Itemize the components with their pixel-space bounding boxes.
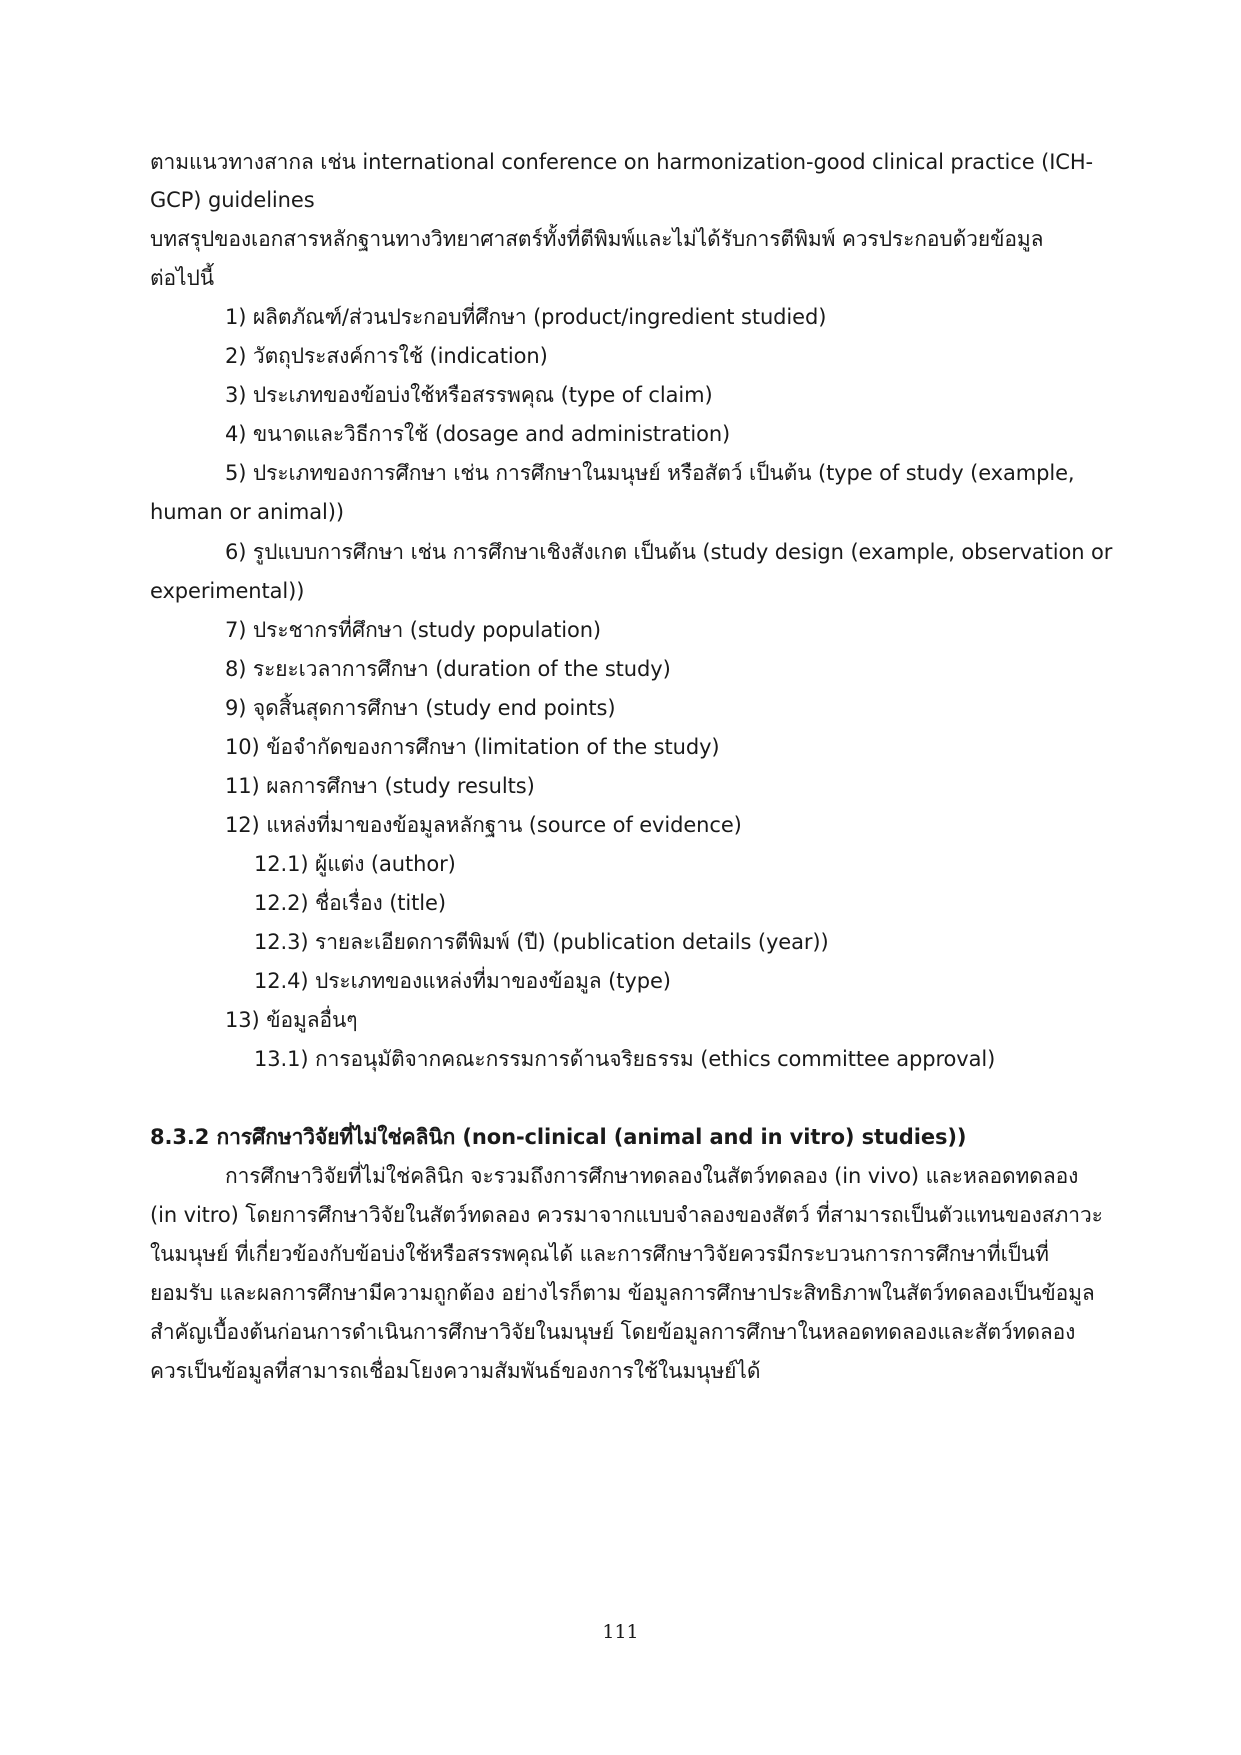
list-item-12-1: 12.1) ผู้แต่ง (author) bbox=[254, 852, 456, 876]
intro-line-1: ตามแนวทางสากล เช่น international conference on harmonization-good clinical practice (ICH- bbox=[150, 150, 1094, 174]
list-item-11: 11) ผลการศึกษา (study results) bbox=[225, 774, 535, 798]
paragraph-line-3: ในมนุษย์ ที่เกี่ยวข้องกับข้อบ่งใช้หรือสรรพคุณได้ และการศึกษาวิจัยควรมีกระบวนการการศึกษาที่เป็นที่ bbox=[150, 1242, 1049, 1266]
list-item-6: 6) รูปแบบการศึกษา เช่น การศึกษาเชิงสังเกต เป็นต้น (study design (example, observation or bbox=[225, 540, 1113, 564]
paragraph-line-4: ยอมรับ และผลการศึกษามีความถูกต้อง อย่างไรก็ตาม ข้อมูลการศึกษาประสิทธิภาพในสัตว์ทดลองเป็นข้อมูล bbox=[150, 1281, 1095, 1305]
section-heading: 8.3.2 การศึกษาวิจัยที่ไม่ใช่คลินิก (non-clinical (animal and in vitro) studies)) bbox=[150, 1125, 967, 1149]
list-item-13-1: 13.1) การอนุมัติจากคณะกรรมการด้านจริยธรรม (ethics committee approval) bbox=[254, 1047, 996, 1071]
list-item-6-continued: experimental)) bbox=[150, 579, 305, 603]
list-item-5: 5) ประเภทของการศึกษา เช่น การศึกษาในมนุษย์ หรือสัตว์ เป็นต้น (type of study (example, bbox=[225, 461, 1075, 485]
list-item-12-2: 12.2) ชื่อเรื่อง (title) bbox=[254, 891, 446, 915]
paragraph-line-1: การศึกษาวิจัยที่ไม่ใช่คลินิก จะรวมถึงการศึกษาทดลองในสัตว์ทดลอง (in vivo) และหลอดทดลอง bbox=[225, 1164, 1079, 1188]
paragraph-line-2: (in vitro) โดยการศึกษาวิจัยในสัตว์ทดลอง ควรมาจากแบบจำลองของสัตว์ ที่สามารถเป็นตัวแทนของสภาวะ bbox=[150, 1203, 1103, 1227]
list-item-1: 1) ผลิตภัณฑ์/ส่วนประกอบที่ศึกษา (product/ingredient studied) bbox=[225, 305, 827, 329]
paragraph-line-6: ควรเป็นข้อมูลที่สามารถเชื่อมโยงความสัมพันธ์ของการใช้ในมนุษย์ได้ bbox=[150, 1359, 761, 1383]
intro-line-2: GCP) guidelines bbox=[150, 188, 315, 212]
intro-line-4: ต่อไปนี้ bbox=[150, 266, 214, 290]
list-item-12-3: 12.3) รายละเอียดการตีพิมพ์ (ปี) (publication details (year)) bbox=[254, 930, 829, 954]
list-item-7: 7) ประชากรที่ศึกษา (study population) bbox=[225, 618, 602, 642]
list-item-2: 2) วัตถุประสงค์การใช้ (indication) bbox=[225, 344, 548, 368]
list-item-13: 13) ข้อมูลอื่นๆ bbox=[225, 1008, 358, 1032]
paragraph-line-5: สำคัญเบื้องต้นก่อนการดำเนินการศึกษาวิจัยในมนุษย์ โดยข้อมูลการศึกษาในหลอดทดลองและสัตว์ทดลอง bbox=[150, 1320, 1076, 1344]
list-item-10: 10) ข้อจำกัดของการศึกษา (limitation of the study) bbox=[225, 735, 720, 759]
list-item-4: 4) ขนาดและวิธีการใช้ (dosage and administration) bbox=[225, 422, 731, 446]
list-item-9: 9) จุดสิ้นสุดการศึกษา (study end points) bbox=[225, 696, 616, 720]
intro-line-3: บทสรุปของเอกสารหลักฐานทางวิทยาศาสตร์ทั้งที่ตีพิมพ์และไม่ได้รับการตีพิมพ์ ควรประกอบด้วยข้อมูล bbox=[150, 227, 1044, 251]
list-item-3: 3) ประเภทของข้อบ่งใช้หรือสรรพคุณ (type of claim) bbox=[225, 383, 713, 407]
list-item-12: 12) แหล่งที่มาของข้อมูลหลักฐาน (source of evidence) bbox=[225, 813, 742, 837]
list-item-12-4: 12.4) ประเภทของแหล่งที่มาของข้อมูล (type) bbox=[254, 969, 671, 993]
list-item-8: 8) ระยะเวลาการศึกษา (duration of the study) bbox=[225, 657, 671, 681]
list-item-5-continued: human or animal)) bbox=[150, 500, 344, 524]
page-number: 111 bbox=[602, 1621, 639, 1643]
